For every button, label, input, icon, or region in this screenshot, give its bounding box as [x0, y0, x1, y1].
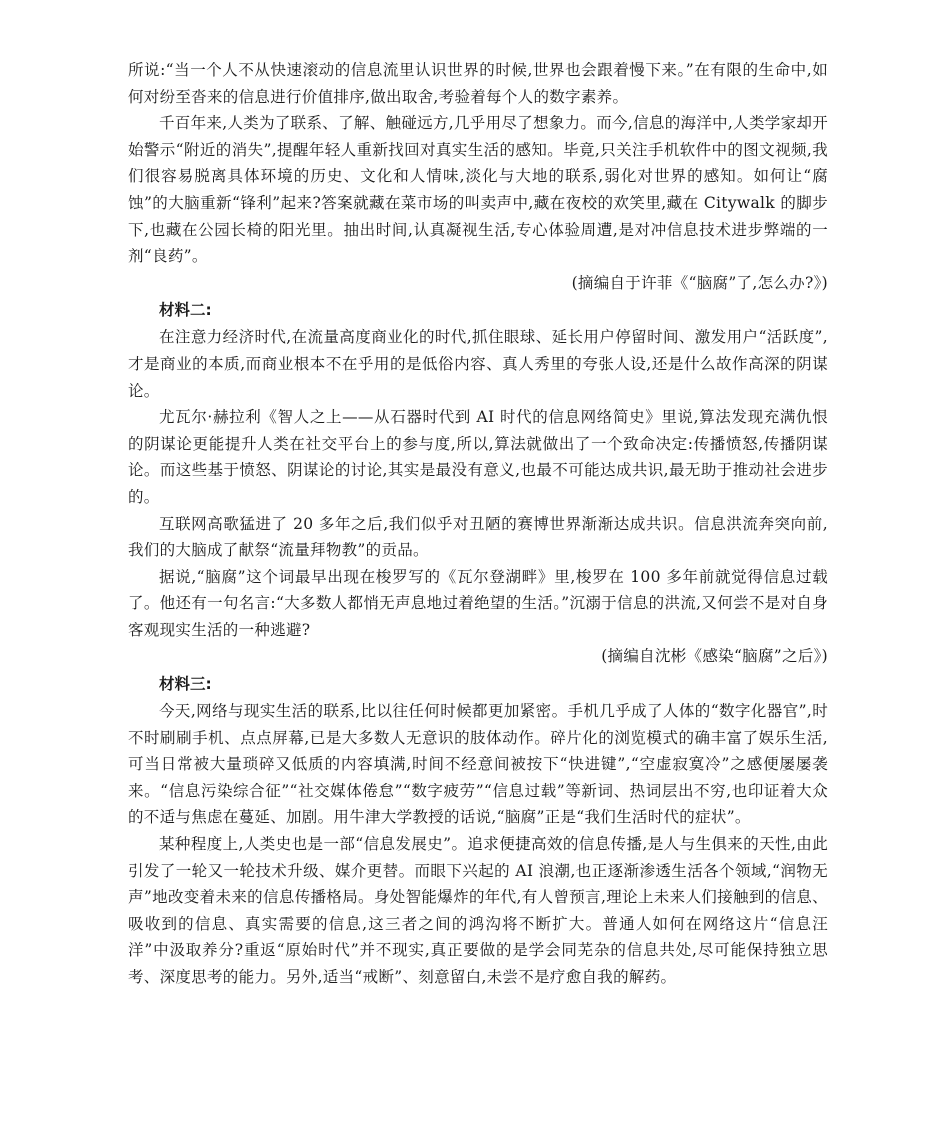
material2-source: (摘编自沈彬《感染“脑腐”之后》) — [601, 647, 828, 666]
reading-passage — [128, 57, 828, 991]
material1-paragraph-2: 千百年来,人类为了联系、了解、触碰远方,几乎用尽了想象力。而今,信息的海洋中,人类学家却开始警示“附近的消失”,提醒年轻人重新找回对真实生活的感知。毕竟,只关注手机软件中的图文视频,我们很容易脱离具体环境的历史、文化和人情味,淡化与大地的联系,弱化对世界的感知。如何让“腐蚀”的大脑重新“锋利”起来?答案就藏在菜市场的叫卖声中,藏在夜校的欢笑里,藏在 Citywalk 的脚步下,也藏在公园长椅的阳光里。抽出时间,认真凝视生活,专心体验周遭,是对冲信息技术进步弊端的一剂“良药”。 — [128, 114, 828, 266]
material2-paragraph-1: 在注意力经济时代,在流量高度商业化的时代,抓住眼球、延长用户停留时间、激发用户“活跃度”,才是商业的本质,而商业根本不在乎用的是低俗内容、真人秀里的夸张人设,还是什么故作高深的阴谋论。 — [128, 328, 828, 400]
material3-paragraph-2: 某种程度上,人类史也是一部“信息发展史”。追求便捷高效的信息传播,是人与生俱来的天性,由此引发了一轮又一轮技术升级、媒介更替。而眼下兴起的 AI 浪潮,也正逐渐渗透生活各个领域,“润物无声”地改变着未来的信息传播格局。身处智能爆炸的年代,有人曾预言,理论上未来人们接触到的信息、吸收到的信息、真实需要的信息,这三者之间的鸿沟将不断扩大。普通人如何在网络这片“信息汪洋”中汲取养分?重返“原始时代”并不现实,真正要做的是学会同芜杂的信息共处,尽可能保持独立思考、深度思考的能力。另外,适当“戒断”、刻意留白,未尝不是疗愈自我的解药。 — [128, 835, 828, 986]
material2-heading: 材料二: — [159, 301, 212, 320]
material2-paragraph-3: 互联网高歌猛进了 20 多年之后,我们似乎对丑陋的赛博世界渐渐达成共识。信息洪流奔突向前,我们的大脑成了献祭“流量拜物教”的贡品。 — [128, 514, 828, 560]
material1-continuation: 所说:“当一个人不从快速滚动的信息流里认识世界的时候,世界也会跟着慢下来。”在有限的生命中,如何对纷至沓来的信息进行价值排序,做出取舍,考验着每个人的数字素养。 — [128, 61, 828, 106]
material3-paragraph-1: 今天,网络与现实生活的联系,比以往任何时候都更加紧密。手机几乎成了人体的“数字化器官”,时不时刷刷手机、点点屏幕,已是大多数人无意识的肢体动作。碎片化的浏览模式的确丰富了娱乐生活,可当日常被大量琐碎又低质的内容填满,时间不经意间被按下“快进键”,“空虚寂寞冷”之感便屡屡袭来。“信息污染综合征”“社交媒体倦怠”“数字疲劳”“信息过载”等新词、热词层出不穷,也印证着大众的不适与焦虑在蔓延、加剧。用牛津大学教授的话说,“脑腐”正是“我们生活时代的症状”。 — [128, 702, 828, 827]
material1-source: (摘编自于许菲《“脑腐”了,怎么办?》) — [571, 273, 828, 292]
material3-heading: 材料三: — [159, 675, 212, 694]
material2-paragraph-4: 据说,“脑腐”这个词最早出现在梭罗写的《瓦尔登湖畔》里,梭罗在 100 多年前就觉得信息过载了。他还有一句名言:“大多数人都悄无声息地过着绝望的生活。”沉溺于信息的洪流,又何尝不是对自身客观现实生活的一种逃避? — [128, 567, 828, 639]
material2-paragraph-2: 尤瓦尔·赫拉利《智人之上——从石器时代到 AI 时代的信息网络简史》里说,算法发现充满仇恨的阴谋论更能提升人类在社交平台上的参与度,所以,算法就做出了一个致命决定:传播愤怒,传播阴谋论。而这些基于愤怒、阴谋论的讨论,其实是最没有意义,也最不可能达成共识,最无助于推动社会进步的。 — [128, 408, 828, 506]
